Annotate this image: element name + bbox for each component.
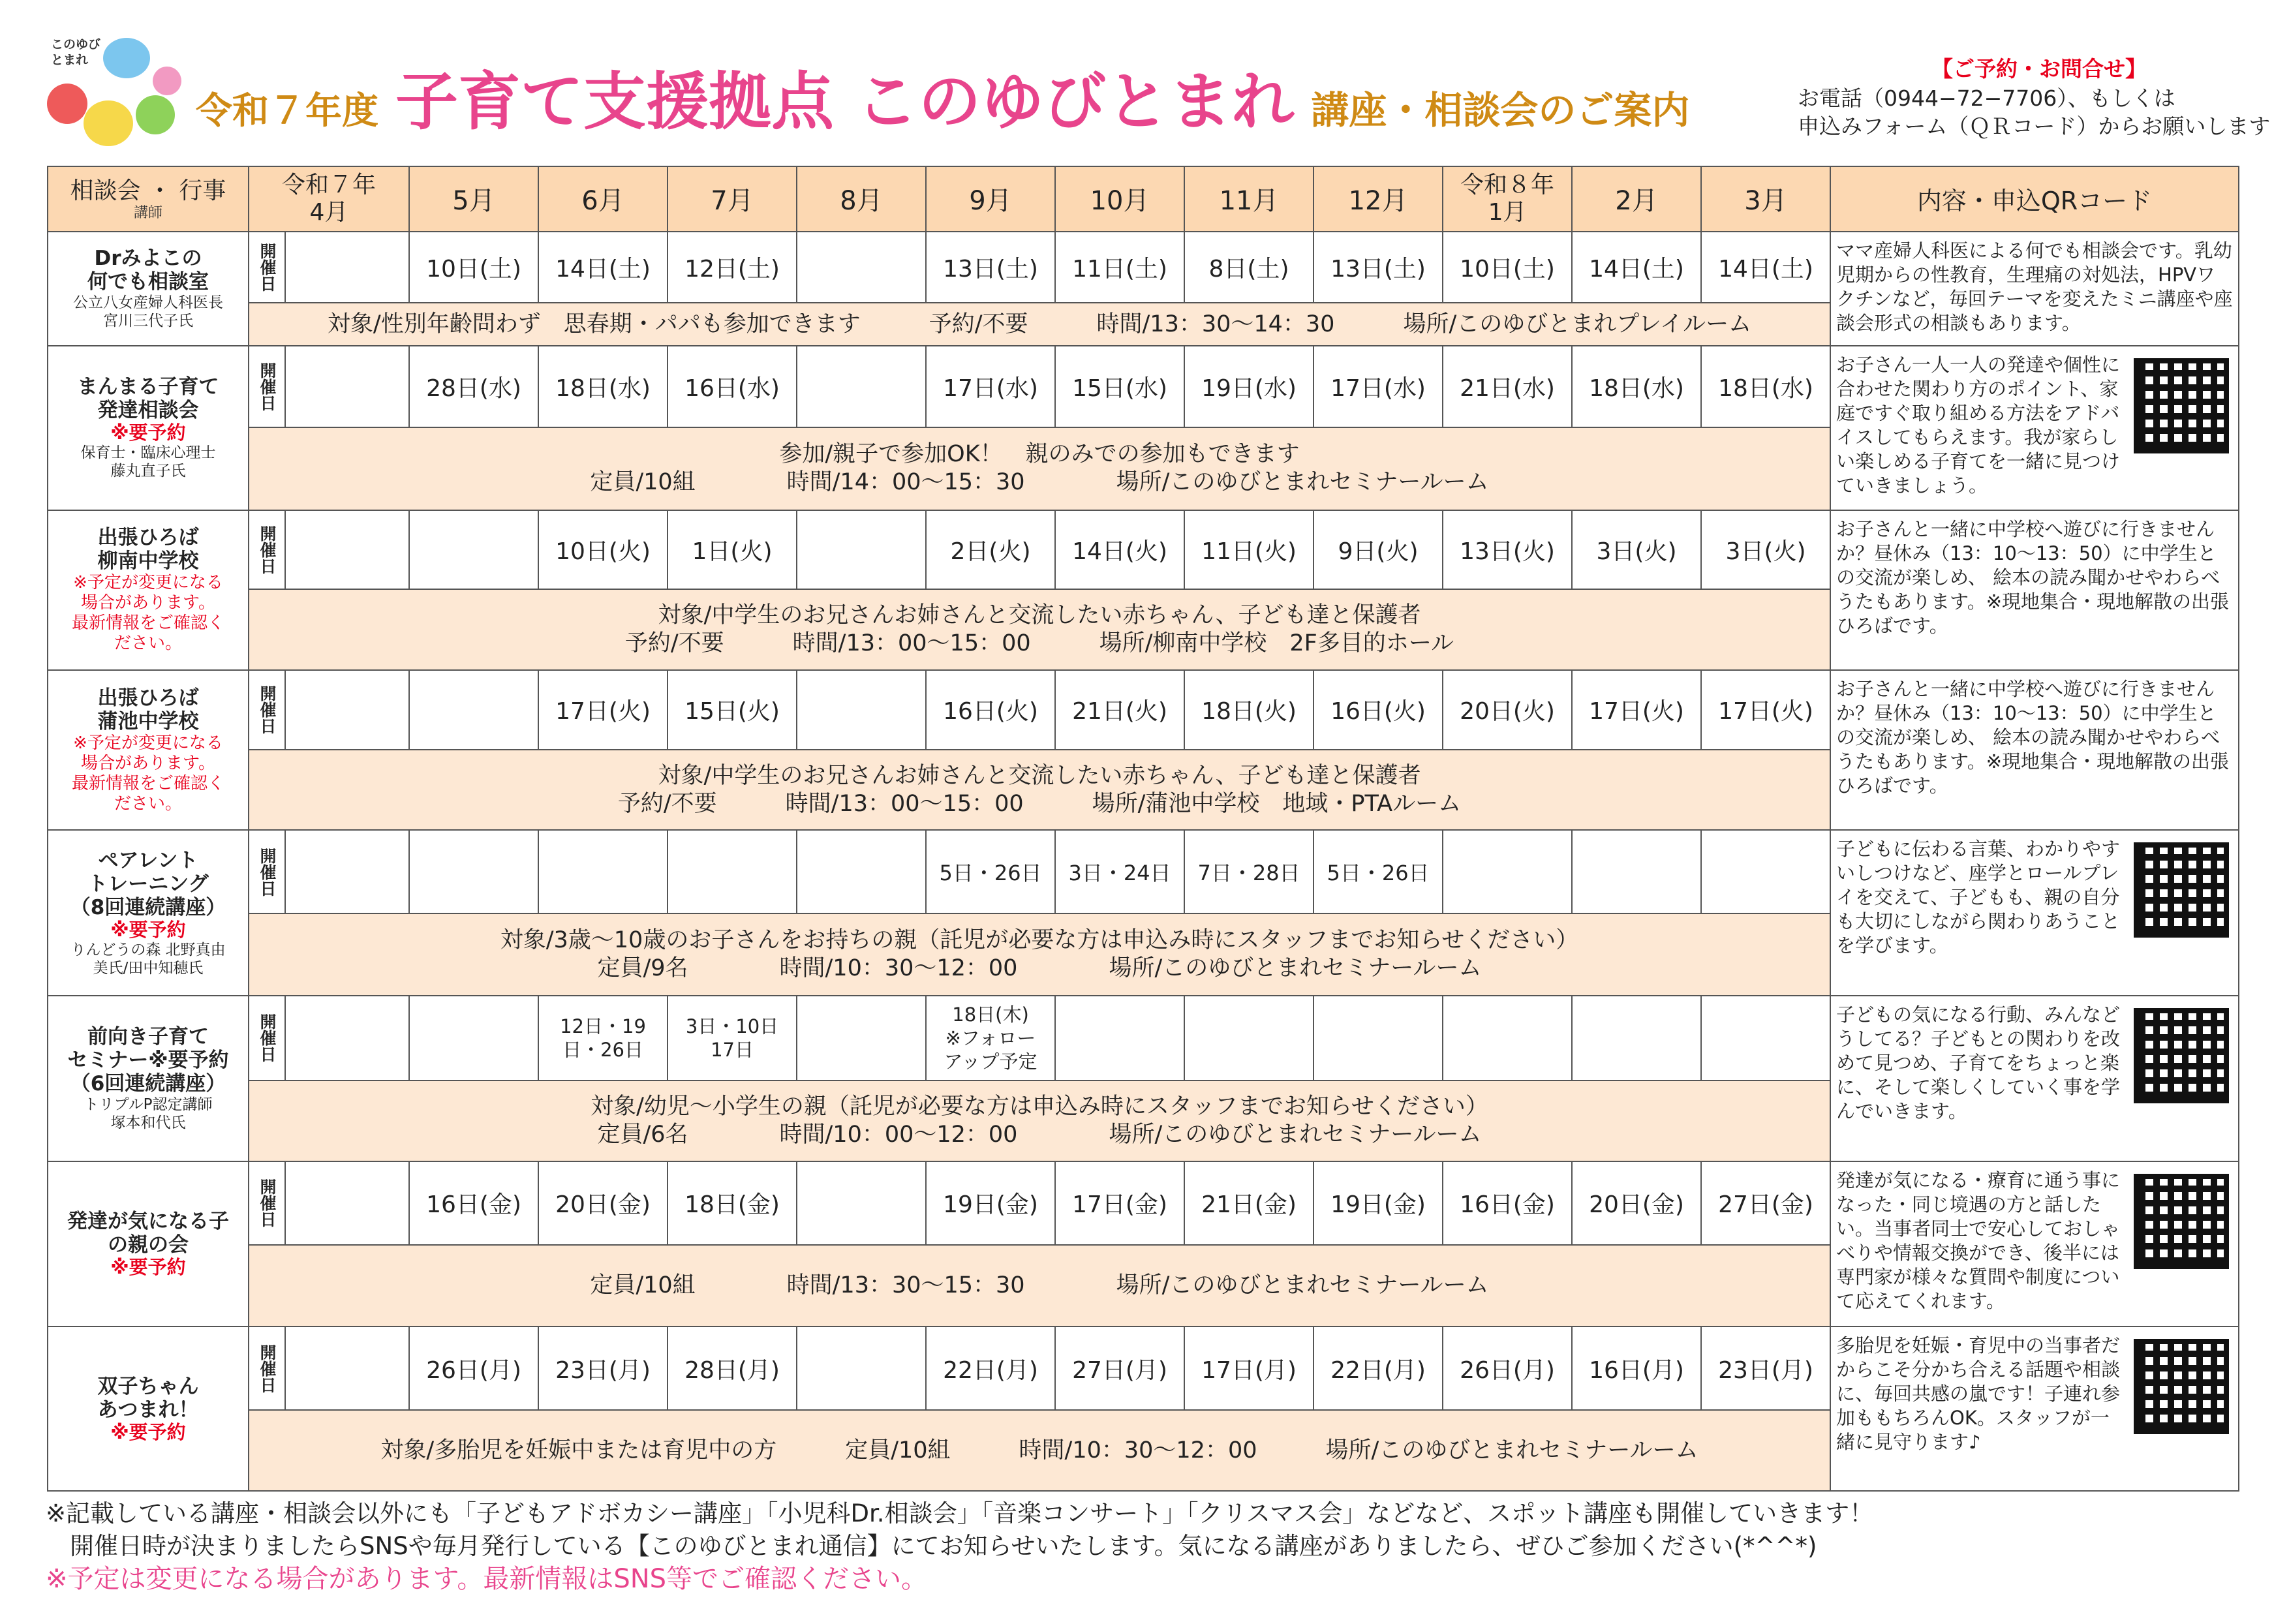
event-details-band: 対象/中学生のお兄さんお姉さんと交流したい赤ちゃん、子ども達と保護者 予約/不要 時間/13：00〜15：00 場所/柳南中学校 2F多目的ホール bbox=[249, 589, 1830, 670]
event-title-line: ペアレント bbox=[98, 848, 198, 872]
date-cell: 7日・28日 bbox=[1184, 830, 1313, 913]
date-cell: 18日(水) bbox=[1572, 346, 1701, 427]
event-description: 多胎児を妊娠・育児中の当事者だからこそ分かち合える話題や相談に、毎回共感の嵐です！子連れ参加ももちろんOK。スタッフが一緒に見守ります♪ bbox=[1836, 1334, 2121, 1454]
date-cell: 26日(月) bbox=[409, 1326, 538, 1410]
date-cell: 22日(月) bbox=[926, 1326, 1055, 1410]
event-details-band: 対象/中学生のお兄さんお姉さんと交流したい赤ちゃん、子ども達と保護者 予約/不要 時間/13：00〜15：00 場所/蒲池中学校 地域・PTAルーム bbox=[249, 750, 1830, 831]
event-title-line: 発達が気になる子 bbox=[67, 1209, 229, 1233]
date-cell bbox=[285, 996, 409, 1080]
date-cell: 16日(火) bbox=[926, 670, 1055, 750]
date-cell: 3日(火) bbox=[1572, 510, 1701, 590]
reservation-required: ※要予約 bbox=[110, 1420, 186, 1443]
header-event-label: 相談会 ・ 行事 bbox=[70, 177, 226, 204]
contact-box bbox=[1798, 55, 2281, 140]
event-name-cell bbox=[48, 1326, 249, 1491]
event-description: 子どもの気になる行動、みんなどうしてる？子どもとの関わりを改めて見つめ、子育てをちょっと楽に、そして楽しくしていく事を学んでいきます。 bbox=[1836, 1004, 2121, 1123]
event-title-line: あつまれ！ bbox=[97, 1398, 199, 1422]
date-cell: 23日(月) bbox=[538, 1326, 668, 1410]
date-cell: 23日(月) bbox=[1701, 1326, 1830, 1410]
date-cell: 27日(金) bbox=[1701, 1161, 1830, 1245]
date-cell bbox=[285, 670, 409, 750]
date-cell: 14日(土) bbox=[1701, 232, 1830, 303]
event-description-cell bbox=[1830, 830, 2239, 996]
qr-code-icon[interactable] bbox=[2134, 1008, 2229, 1103]
event-description: お子さんと一緒に中学校へ遊びに行きませんか？昼休み（13：10〜13：50）に中学生との交流が楽しめ、 絵本の読み聞かせやわらべうたもあります。※現地集合・現地解散の出張ひろばです。 bbox=[1836, 678, 2229, 797]
date-cell: 18日(木) ※フォロー アップ予定 bbox=[926, 996, 1055, 1080]
date-cell bbox=[285, 346, 409, 427]
event-title-line: 出張ひろば bbox=[97, 686, 199, 710]
held-date-label: 開催日 bbox=[249, 830, 285, 913]
header-event-cell bbox=[48, 166, 249, 232]
date-cell: 19日(金) bbox=[1313, 1161, 1443, 1245]
header-description: 内容・申込QRコード bbox=[1830, 166, 2239, 232]
reservation-required: ※要予約 bbox=[110, 421, 186, 444]
date-cell: 3日(火) bbox=[1701, 510, 1830, 590]
date-cell bbox=[668, 830, 797, 913]
date-cell: 26日(月) bbox=[1443, 1326, 1572, 1410]
date-cell bbox=[797, 996, 926, 1080]
date-cell: 9日(火) bbox=[1313, 510, 1443, 590]
qr-code-icon[interactable] bbox=[2134, 358, 2229, 453]
date-cell bbox=[1572, 996, 1701, 1080]
event-title-line: 何でも相談室 bbox=[87, 270, 209, 294]
event-title-line: 双子ちゃん bbox=[97, 1374, 199, 1398]
event-name-cell bbox=[48, 996, 249, 1161]
contact-heading: 【ご予約・お問合せ】 bbox=[1931, 56, 2147, 82]
logo-yellow-blob bbox=[84, 100, 133, 146]
header-month-3: 6月 bbox=[538, 166, 668, 232]
header-month-11: 2月 bbox=[1572, 166, 1701, 232]
header-lecturer-label: 講師 bbox=[133, 204, 162, 221]
event-title-line: 出張ひろば bbox=[97, 526, 199, 550]
schedule-change-note: ださい。 bbox=[114, 793, 182, 814]
event-description-cell bbox=[1830, 232, 2239, 346]
logo-red-blob bbox=[47, 84, 87, 124]
date-cell bbox=[1572, 830, 1701, 913]
event-description-cell bbox=[1830, 1326, 2239, 1491]
contact-line2: 申込みフォーム（ＱＲコード）からお願いします bbox=[1798, 114, 2271, 139]
logo-caption-line1: このゆび bbox=[51, 37, 101, 52]
event-title-line: （6回連続講座） bbox=[70, 1071, 226, 1095]
date-cell: 17日(水) bbox=[926, 346, 1055, 427]
held-date-label: 開催日 bbox=[249, 670, 285, 750]
date-cell: 16日(金) bbox=[409, 1161, 538, 1245]
event-description-cell bbox=[1830, 670, 2239, 830]
date-cell bbox=[409, 996, 538, 1080]
schedule-change-note: ※予定が変更になる bbox=[73, 573, 223, 593]
event-description: お子さんと一緒に中学校へ遊びに行きませんか？昼休み（13：10〜13：50）に中学生との交流が楽しめ、 絵本の読み聞かせやわらべうたもあります。※現地集合・現地解散の出張ひろばです。 bbox=[1836, 517, 2229, 637]
lecturer-line: 公立八女産婦人科医長 bbox=[73, 294, 223, 312]
lecturer-line: りんどうの森 北野真由 bbox=[70, 941, 226, 958]
date-cell: 10日(土) bbox=[1443, 232, 1572, 303]
header-month-12: 3月 bbox=[1701, 166, 1830, 232]
event-title-line: （8回連続講座） bbox=[70, 895, 226, 919]
date-cell: 16日(火) bbox=[1313, 670, 1443, 750]
schedule-change-note: 場合があります。 bbox=[81, 593, 215, 613]
event-description-cell bbox=[1830, 996, 2239, 1161]
date-cell: 20日(金) bbox=[538, 1161, 668, 1245]
header-month-6: 9月 bbox=[926, 166, 1055, 232]
date-cell: 14日(土) bbox=[1572, 232, 1701, 303]
held-date-label: 開催日 bbox=[249, 1326, 285, 1410]
logo-blue-blob bbox=[103, 38, 150, 78]
date-cell: 17日(月) bbox=[1184, 1326, 1313, 1410]
date-cell: 12日(土) bbox=[668, 232, 797, 303]
header-row bbox=[48, 166, 2239, 232]
date-cell: 16日(金) bbox=[1443, 1161, 1572, 1245]
date-cell bbox=[797, 346, 926, 427]
date-cell: 15日(火) bbox=[668, 670, 797, 750]
event-details-band: 対象/幼児〜小学生の親（託児が必要な方は申込み時にスタッフまでお知らせください） 定員/6名 時間/10：00〜12：00 場所/このゆびとまれセミナールーム bbox=[249, 1080, 1830, 1161]
date-cell bbox=[285, 232, 409, 303]
footer-line1: ※記載している講座・相談会以外にも「子どもアドボカシー講座」「小児科Dr.相談会」「音楽コンサート」「クリスマス会」などなど、スポット講座も開催していきます！ bbox=[46, 1499, 1874, 1527]
date-cell: 21日(火) bbox=[1055, 670, 1184, 750]
event-name-cell bbox=[48, 510, 249, 670]
header-month-2: 5月 bbox=[409, 166, 538, 232]
event-row bbox=[48, 232, 2239, 303]
date-cell bbox=[1701, 996, 1830, 1080]
held-date-label: 開催日 bbox=[249, 996, 285, 1080]
date-cell: 2日(火) bbox=[926, 510, 1055, 590]
date-cell: 17日(金) bbox=[1055, 1161, 1184, 1245]
held-date-label: 開催日 bbox=[249, 510, 285, 590]
lecturer-line: 塚本和代氏 bbox=[110, 1114, 186, 1131]
lecturer-line: 宮川三代子氏 bbox=[103, 313, 193, 330]
date-cell: 17日(水) bbox=[1313, 346, 1443, 427]
date-cell bbox=[409, 830, 538, 913]
held-date-label: 開催日 bbox=[249, 232, 285, 303]
event-description: お子さん一人一人の発達や個性に合わせた関わり方のポイント、家庭ですぐ取り組める方法をアドバイスしてもらえます。我が家らしい楽しめる子育てを一緒に見つけていきましょう。 bbox=[1836, 354, 2121, 497]
schedule-change-note: ※予定が変更になる bbox=[73, 733, 223, 753]
date-cell: 5日・26日 bbox=[1313, 830, 1443, 913]
date-cell: 27日(月) bbox=[1055, 1326, 1184, 1410]
event-title-line: まんまる子育て bbox=[77, 375, 219, 399]
reservation-required: ※要予約 bbox=[110, 1255, 186, 1278]
held-date-label: 開催日 bbox=[249, 346, 285, 427]
header-month-5: 8月 bbox=[797, 166, 926, 232]
event-title-line: セミナー※要予約 bbox=[67, 1048, 229, 1072]
date-cell: 22日(月) bbox=[1313, 1326, 1443, 1410]
date-cell: 15日(水) bbox=[1055, 346, 1184, 427]
event-details-band: 対象/性別年齢問わず 思春期・パパも参加できます 予約/不要 時間/13：30〜14：30 場所/このゆびとまれプレイルーム bbox=[249, 303, 1830, 346]
lecturer-line: 美氏/田中知穂氏 bbox=[93, 959, 204, 977]
date-cell: 20日(火) bbox=[1443, 670, 1572, 750]
date-cell: 18日(金) bbox=[668, 1161, 797, 1245]
date-cell: 17日(火) bbox=[538, 670, 668, 750]
event-details-band: 対象/3歳〜10歳のお子さんをお持ちの親（託児が必要な方は申込み時にスタッフまでお知らせください） 定員/9名 時間/10：30〜12：00 場所/このゆびとまれセミナールーム bbox=[249, 913, 1830, 996]
event-name-cell bbox=[48, 232, 249, 346]
date-cell: 28日(月) bbox=[668, 1326, 797, 1410]
event-title-line: Drみよこの bbox=[94, 247, 202, 271]
header-month-8: 11月 bbox=[1184, 166, 1313, 232]
date-cell: 10日(火) bbox=[538, 510, 668, 590]
date-cell bbox=[797, 510, 926, 590]
date-cell bbox=[285, 1161, 409, 1245]
event-description: 子どもに伝わる言葉、わかりやすいしつけなど、座学とロールプレイを交えて、子どもも、親の自分も大切にしながら関わりあうことを学びます。 bbox=[1836, 838, 2121, 957]
logo-caption bbox=[51, 37, 100, 68]
event-description-cell bbox=[1830, 510, 2239, 670]
date-cell bbox=[538, 830, 668, 913]
schedule-table bbox=[47, 166, 2239, 1492]
logo-pink-blob bbox=[153, 67, 181, 95]
date-cell: 28日(水) bbox=[409, 346, 538, 427]
date-cell bbox=[1055, 996, 1184, 1080]
event-title-line: 前向き子育て bbox=[87, 1024, 209, 1049]
date-cell bbox=[1701, 830, 1830, 913]
date-cell: 11日(土) bbox=[1055, 232, 1184, 303]
date-cell: 20日(金) bbox=[1572, 1161, 1701, 1245]
date-cell bbox=[409, 510, 538, 590]
logo bbox=[38, 26, 188, 150]
date-cell bbox=[1443, 830, 1572, 913]
event-name-cell bbox=[48, 1161, 249, 1327]
header-month-1: 令和７年 4月 bbox=[249, 166, 409, 232]
event-row bbox=[48, 1161, 2239, 1245]
date-cell: 21日(水) bbox=[1443, 346, 1572, 427]
footer-warning: ※予定は変更になる場合があります。最新情報はSNS等でご確認ください。 bbox=[46, 1564, 928, 1594]
qr-code-icon[interactable] bbox=[2134, 842, 2229, 938]
event-details-band: 対象/多胎児を妊娠中または育児中の方 定員/10組 時間/10：30〜12：00 場所/このゆびとまれセミナールーム bbox=[249, 1410, 1830, 1491]
event-row bbox=[48, 830, 2239, 913]
schedule-change-note: ださい。 bbox=[114, 634, 182, 654]
date-cell: 11日(火) bbox=[1184, 510, 1313, 590]
footer-notes bbox=[46, 1497, 2264, 1595]
lecturer-line: 藤丸直子氏 bbox=[110, 463, 186, 480]
date-cell: 19日(金) bbox=[926, 1161, 1055, 1245]
date-cell bbox=[1313, 996, 1443, 1080]
event-name-cell bbox=[48, 346, 249, 510]
date-cell: 13日(土) bbox=[1313, 232, 1443, 303]
date-cell: 13日(土) bbox=[926, 232, 1055, 303]
date-cell bbox=[1443, 996, 1572, 1080]
contact-line1: お電話（0944−72−7706）、もしくは bbox=[1798, 85, 2175, 111]
date-cell: 17日(火) bbox=[1701, 670, 1830, 750]
event-row bbox=[48, 346, 2239, 427]
title-year: 令和７年度 bbox=[196, 90, 378, 132]
date-cell bbox=[285, 830, 409, 913]
event-title-line: トレーニング bbox=[87, 872, 209, 896]
date-cell bbox=[797, 1326, 926, 1410]
date-cell: 14日(土) bbox=[538, 232, 668, 303]
header-month-4: 7月 bbox=[668, 166, 797, 232]
date-cell: 18日(水) bbox=[1701, 346, 1830, 427]
date-cell: 16日(月) bbox=[1572, 1326, 1701, 1410]
event-name-cell bbox=[48, 830, 249, 996]
event-row bbox=[48, 996, 2239, 1080]
date-cell bbox=[1184, 996, 1313, 1080]
event-row bbox=[48, 670, 2239, 750]
event-row bbox=[48, 1326, 2239, 1410]
date-cell: 8日(土) bbox=[1184, 232, 1313, 303]
event-title-line: の親の会 bbox=[108, 1233, 189, 1257]
date-cell: 1日(火) bbox=[668, 510, 797, 590]
qr-code-icon[interactable] bbox=[2134, 1339, 2229, 1434]
event-row bbox=[48, 510, 2239, 590]
title-main: 子育て支援拠点 このゆびとまれ bbox=[395, 65, 1295, 138]
date-cell: 5日・26日 bbox=[926, 830, 1055, 913]
event-details-band: 参加/親子で参加OK！ 親のみでの参加もできます 定員/10組 時間/14：00〜15：30 場所/このゆびとまれセミナールーム bbox=[249, 427, 1830, 510]
date-cell: 18日(火) bbox=[1184, 670, 1313, 750]
title-sub: 講座・相談会のご案内 bbox=[1311, 88, 1690, 132]
schedule-change-note: 場合があります。 bbox=[81, 753, 215, 773]
event-title-line: 柳南中学校 bbox=[97, 549, 199, 574]
event-description: ママ産婦人科医による何でも相談会です。乳幼児期からの性教育，生理痛の対処法，HPVワクチンなど，毎回テーマを変えたミニ講座や座談会形式の相談もあります。 bbox=[1836, 239, 2233, 334]
footer-line2: 開催日時が決まりましたらSNSや毎月発行している【このゆびとまれ通信】にてお知らせいたします。気になる講座がありましたら、ぜひご参加ください(*^^*) bbox=[46, 1532, 1817, 1560]
date-cell bbox=[797, 232, 926, 303]
date-cell: 14日(火) bbox=[1055, 510, 1184, 590]
schedule-change-note: 最新情報をご確認く bbox=[71, 773, 224, 793]
page-title bbox=[196, 52, 1689, 142]
event-description: 発達が気になる・療育に通う事になった・同じ境遇の方と話したい。当事者同士で安心しておしゃべりや情報交換ができ、後半には専門家が様々な質問や制度について応えてくれます。 bbox=[1836, 1169, 2121, 1312]
lecturer-line: トリプルP認定講師 bbox=[84, 1095, 213, 1113]
header-month-10: 令和８年 1月 bbox=[1443, 166, 1572, 232]
event-details-band: 定員/10組 時間/13：30〜15：30 場所/このゆびとまれセミナールーム bbox=[249, 1245, 1830, 1327]
date-cell bbox=[285, 510, 409, 590]
date-cell bbox=[797, 1161, 926, 1245]
event-name-cell bbox=[48, 670, 249, 830]
header-month-9: 12月 bbox=[1313, 166, 1443, 232]
date-cell bbox=[409, 670, 538, 750]
logo-green-blob bbox=[136, 95, 175, 134]
reservation-required: ※要予約 bbox=[110, 918, 186, 941]
header-month-7: 10月 bbox=[1055, 166, 1184, 232]
event-title-line: 発達相談会 bbox=[97, 399, 199, 423]
date-cell: 3日・24日 bbox=[1055, 830, 1184, 913]
date-cell: 13日(火) bbox=[1443, 510, 1572, 590]
date-cell bbox=[797, 670, 926, 750]
date-cell: 21日(金) bbox=[1184, 1161, 1313, 1245]
date-cell bbox=[797, 830, 926, 913]
schedule-change-note: 最新情報をご確認く bbox=[71, 613, 224, 634]
date-cell: 3日・10日 17日 bbox=[668, 996, 797, 1080]
qr-code-icon[interactable] bbox=[2134, 1174, 2229, 1269]
date-cell bbox=[285, 1326, 409, 1410]
held-date-label: 開催日 bbox=[249, 1161, 285, 1245]
date-cell: 10日(土) bbox=[409, 232, 538, 303]
date-cell: 16日(水) bbox=[668, 346, 797, 427]
date-cell: 18日(水) bbox=[538, 346, 668, 427]
date-cell: 12日・19 日・26日 bbox=[538, 996, 668, 1080]
logo-caption-line2: とまれ bbox=[51, 53, 89, 67]
event-description-cell bbox=[1830, 1161, 2239, 1327]
event-title-line: 蒲池中学校 bbox=[97, 709, 199, 733]
lecturer-line: 保育士・臨床心理士 bbox=[80, 444, 216, 462]
event-description-cell bbox=[1830, 346, 2239, 510]
date-cell: 17日(火) bbox=[1572, 670, 1701, 750]
date-cell: 19日(水) bbox=[1184, 346, 1313, 427]
